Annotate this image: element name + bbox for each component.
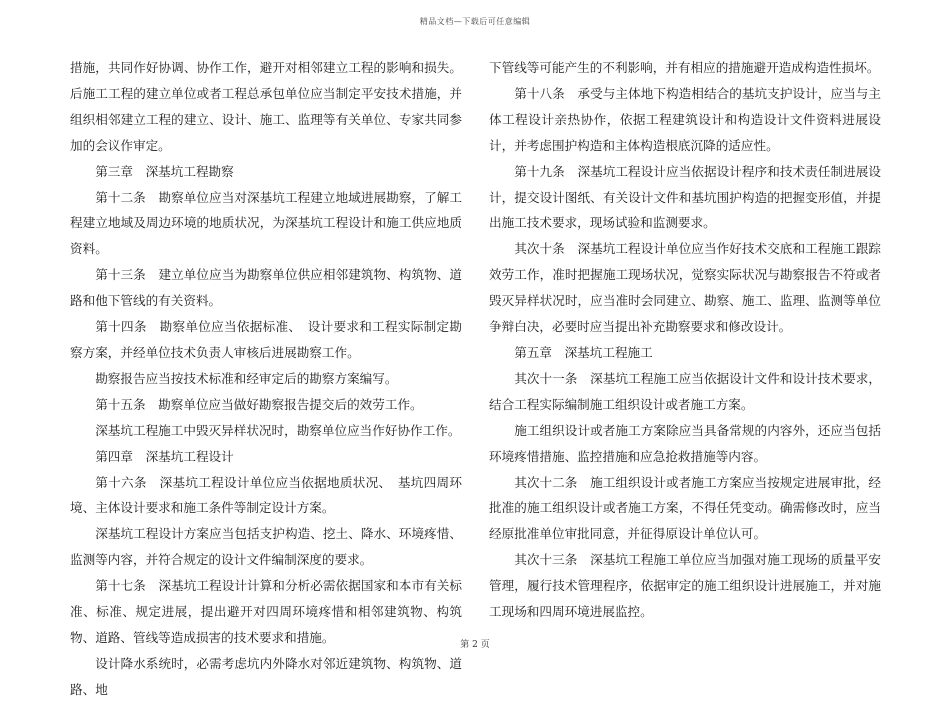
article-paragraph: 第十九条 深基坑工程设计应当依据设计程序和技术责任制进展设计，提交设计图纸、有关设计文件和基坑围护构造的把握变形值，并提出施工技术要求，现场试验和监测要求。 [489,163,881,231]
paragraph: 设计降水系统时，必需考虑坑内外降水对邻近建筑物、构筑物、道路、地 [70,655,462,697]
right-column [489,55,881,625]
paragraph: 勘察报告应当按技术标准和经审定后的勘察方案编写。 [95,370,398,386]
article-paragraph: 其次十三条 深基坑工程施工单位应当加强对施工现场的质量平安管理，履行技术管理程序，依据审定的施工组织设计进展施工，并对施工现场和四周环境进展监控。 [489,552,881,620]
left-column [70,55,462,703]
article-paragraph: 第十六条 深基坑工程设计单位应当依据地质状况、 基坑四周环境、主体设计要求和施工条件等制定设计方案。 [70,474,462,516]
paragraph: 下管线等可能产生的不利影响，并有相应的措施避开造成构造性损坏。 [489,60,880,75]
chapter-heading: 第四章 深基坑工程设计 [95,448,234,464]
paragraph: 深基坑工程施工中毁灭异样状况时，勘察单位应当作好协作工作。 [95,422,461,438]
article-paragraph: 第十五条 勘察单位应当做好勘察报告提交后的效劳工作。 [95,396,423,412]
paragraph: 措施，共同作好协调、协作工作，避开对相邻建立工程的影响和损失。后施工工程的建立单位或者工程总承包单位应当制定平安技术措施，并组织相邻建立工程的建立、设计、施工、监理等有关单位、专家共同参加的会议作审定。 [70,60,462,153]
article-paragraph: 第十八条 承受与主体地下构造相结合的基坑支护设计，应当与主体工程设计亲热协作，依据工程建筑设计和构造设计文件资料进展设计，并考虑围护构造和主体构造根底沉降的适应性。 [489,85,881,153]
article-paragraph: 其次十一条 深基坑工程施工应当依据设计文件和设计技术要求，结合工程实际编制施工组织设计或者施工方案。 [489,370,881,412]
article-paragraph: 第十二条 勘察单位应当对深基坑工程建立地域进展勘察，了解工程建立地域及周边环境的地质状况，为深基坑工程设计和施工供应地质资料。 [70,189,462,257]
page-header: 精品文档—下载后可任意编辑 [419,17,531,26]
paragraph: 深基坑工程设计方案应当包括支护构造、挖土、降水、环境疼惜、监测等内容，并符合规定的设计文件编制深度的要求。 [70,526,462,568]
article-paragraph: 其次十条 深基坑工程设计单位应当作好技术交底和工程施工跟踪效劳工作，准时把握施工现场状况，觉察实际状况与勘察报告不符或者毁灭异样状况时，应当准时会同建立、勘察、施工、监理、监测等单位争辩白决，必要时应当提出补充勘察要求和修改设计。 [489,241,881,335]
paragraph: 施工组织设计或者施工方案除应当具备常规的内容外，还应当包括环境疼惜措施、监控措施和应急抢救措施等内容。 [489,422,881,464]
chapter-heading: 第三章 深基坑工程勘察 [95,163,234,179]
page-number: 第 2 页 [460,640,490,650]
article-paragraph: 第十四条 勘察单位应当依据标准、 设计要求和工程实际制定勘察方案，并经单位技术负责人审核后进展勘察工作。 [70,319,462,360]
article-paragraph: 第十三条 建立单位应当为勘察单位供应相邻建筑物、构筑物、道路和他下管线的有关资料。 [70,267,462,309]
article-paragraph: 其次十二条 施工组织设计或者施工方案应当按规定进展审批，经批准的施工组织设计或者施工方案，不得任凭变动。确需修改时，应当经原批准单位审批同意，并征得原设计单位认可。 [489,474,881,542]
chapter-heading: 第五章 深基坑工程施工 [514,344,653,360]
article-paragraph: 第十七条 深基坑工程设计计算和分析必需依据国家和本市有关标准、标准、规定进展，提出避开对四周环境疼惜和相邻建筑物、构筑物、道路、管线等造成损害的技术要求和措施。 [70,578,462,645]
